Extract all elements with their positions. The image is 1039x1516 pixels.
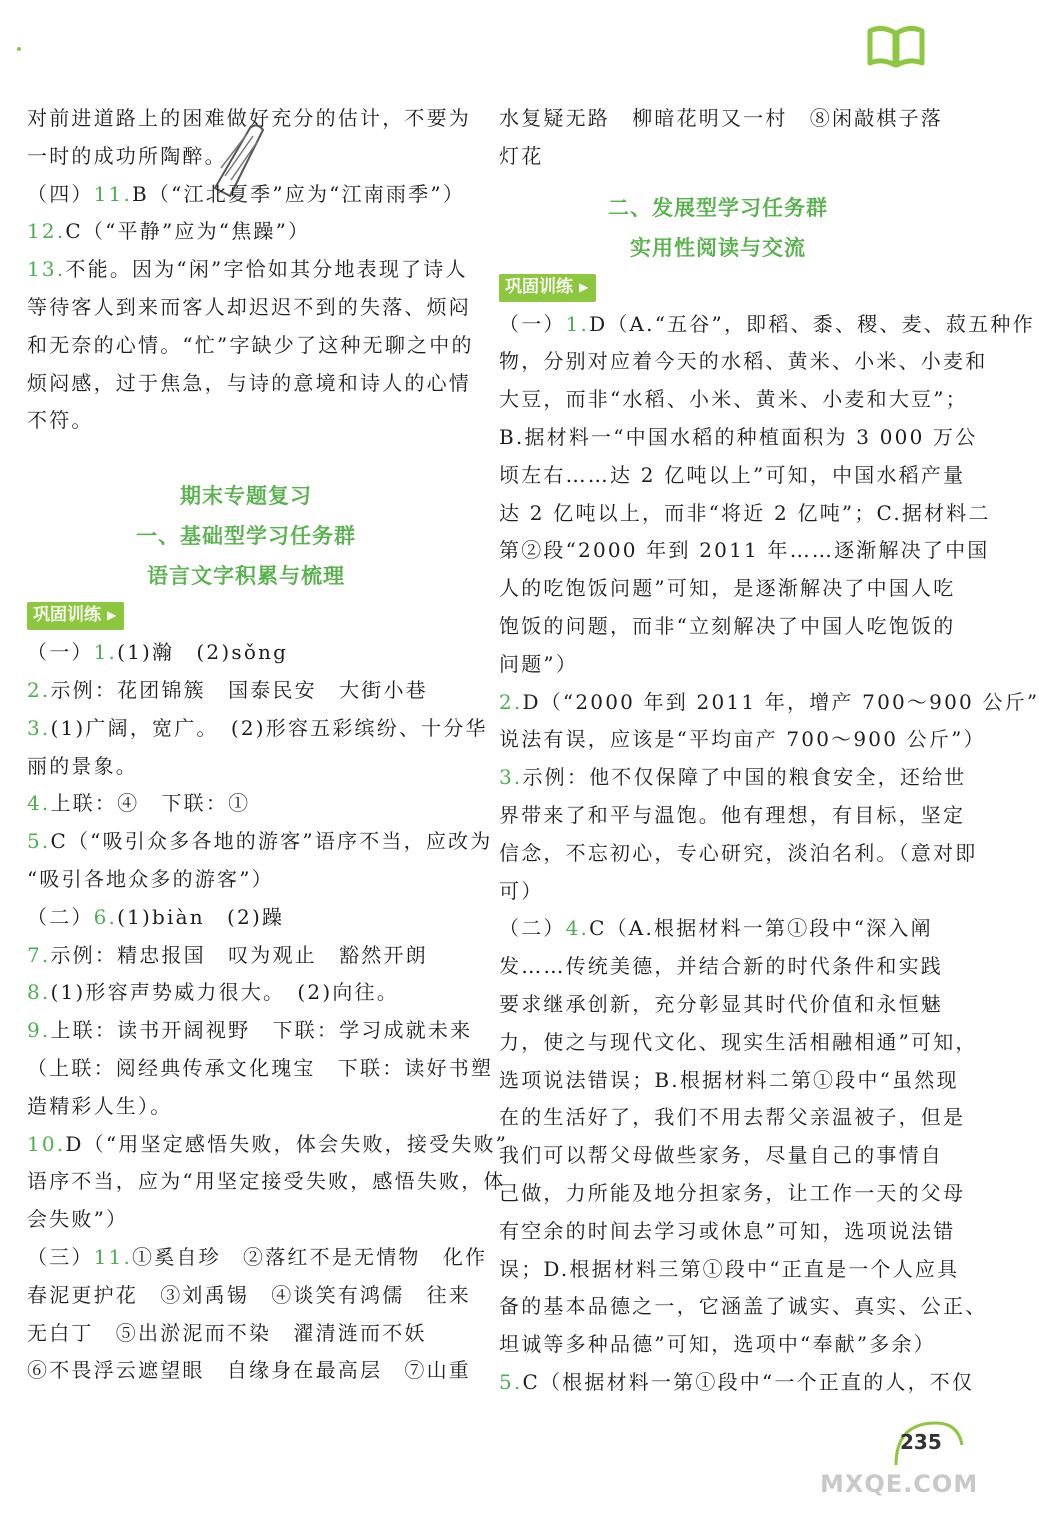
answer-line: 力，使之与现代文化、现实生活相融相通”可知，: [499, 1029, 978, 1054]
answer-line: 2.D（“2000 年到 2011 年，增产 700～900 公斤”: [499, 689, 1039, 714]
answer-line: 9.上联：读书开阔视野 下联：学习成就未来: [27, 1018, 473, 1043]
answer-line: 我们可以帮父母做些家务，尽量自己的事情自: [499, 1143, 943, 1168]
section-title: 期末专题复习: [180, 484, 312, 509]
section-title: 实用性阅读与交流: [630, 235, 806, 260]
answer-line: 3.(1)广阔，宽广。 (2)形容五彩缤纷、十分华: [27, 715, 488, 740]
answer-line: 3.示例：他不仅保障了中国的粮食安全，还给世: [499, 765, 967, 790]
answer-line: 要求继承创新，充分彰显其时代价值和永恒魅: [499, 991, 943, 1016]
play-arrow-icon: ▶: [579, 279, 589, 294]
answer-line: 选项说法错误；B.根据材料二第①段中“虽然现: [499, 1067, 959, 1092]
answer-line: （一）1.D（A.“五谷”，即稻、黍、稷、麦、菽五种作: [499, 311, 1035, 336]
answer-line: 7.示例：精忠报国 叹为观止 豁然开朗: [27, 942, 428, 967]
answer-line: 说法有误，应该是“平均亩产 700～900 公斤”）: [499, 727, 986, 752]
answer-line: “吸引各地众多的游客”）: [27, 866, 274, 891]
watermark: MXQE.COM: [820, 1470, 979, 1498]
right-column: [499, 100, 1039, 1402]
answer-line: ⑥不畏浮云遮望眼 自缘身在最高层 ⑦山重: [27, 1358, 471, 1383]
answer-line: 可）: [499, 878, 544, 903]
decor-dot: [17, 47, 21, 51]
answer-list: [27, 634, 509, 1390]
text-line: 和无奈的心情。“忙”字缺少了这种无聊之中的: [27, 332, 474, 357]
answer-line: 误；D.根据材料三第①段中“正直是一个人应具: [499, 1256, 960, 1281]
answer-line: 界带来了和平与温饱。他有理想，有目标，坚定: [499, 802, 966, 827]
answer-line: 有空余的时间去学习或休息”可知，选项说法错: [499, 1218, 956, 1243]
answer-line: 语序不当，应为“用坚定接受失败，感悟失败，体: [27, 1169, 506, 1194]
section-title: 一、基础型学习任务群: [136, 524, 356, 549]
answer-line: 物，分别对应着今天的水稻、黄米、小米、小麦和: [499, 349, 988, 374]
answer-line: 5.C（“吸引众多各地的游客”语序不当，应改为: [27, 829, 493, 854]
answer-list: [499, 306, 1039, 1402]
answer-line: 12.C（“平静”应为“焦躁”）: [27, 219, 311, 244]
text-line: 不符。: [27, 408, 94, 433]
answer-line: 大豆，而非“水稻、小米、黄米、小麦和大豆”；: [499, 387, 968, 412]
play-arrow-icon: ▶: [107, 608, 117, 623]
text-line: 烦闷感，过于焦急，与诗的意境和诗人的心情: [27, 370, 471, 395]
answer-line: 发……传统美德，并结合新的时代条件和实践: [499, 954, 943, 979]
answer-line: （一）1.(1)瀚 (2)sǒng: [27, 640, 289, 665]
answer-line: 达 2 亿吨以上，而非“将近 2 亿吨”；C.据材料二: [499, 500, 991, 525]
text-line: 灯花: [499, 143, 544, 168]
answer-line: 春泥更护花 ③刘禹锡 ④谈笑有鸿儒 往来: [27, 1282, 471, 1307]
answer-line: 10.D（“用坚定感悟失败，体会失败，接受失败”: [27, 1131, 509, 1156]
answer-line: 第②段“2000 年到 2011 年……逐渐解决了中国: [499, 538, 990, 563]
section-title: 语言文字积累与梳理: [147, 564, 345, 589]
text-line: 一时的成功所陶醉。: [27, 143, 227, 168]
answer-line: 8.(1)形容声势威力很大。 (2)向往。: [27, 980, 399, 1005]
answer-line: （三）11.①奚自珍 ②落红不是无情物 化作: [27, 1244, 488, 1269]
open-book-icon: [866, 25, 926, 69]
answer-line: （上联：阅经典传承文化瑰宝 下联：读好书塑: [27, 1055, 494, 1080]
answer-line: （二）6.(1)biàn (2)躁: [27, 904, 285, 929]
text-line: 对前进道路上的困难做好充分的估计，不要为: [27, 106, 471, 130]
practice-badge: 巩固训练 ▶: [27, 602, 124, 630]
answer-line: 4.上联：④ 下联：①: [27, 791, 251, 816]
text-line: 等待客人到来而客人却迟迟不到的失落、烦闷: [27, 294, 471, 319]
answer-line: 备的基本品德之一，它涵盖了诚实、真实、公正、: [499, 1294, 988, 1319]
answer-line: 坦诚等多种品德”可知，选项中“奉献”多余）: [499, 1332, 936, 1357]
answer-line: 无白丁 ⑤出淤泥而不染 濯清涟而不妖: [27, 1320, 427, 1345]
answer-line: 丽的景象。: [27, 753, 138, 778]
answer-line: 5.C（根据材料一第①段中“一个正直的人，不仅: [499, 1369, 975, 1394]
answer-line: 在的生活好了，我们不用去帮父亲温被子，但是: [499, 1105, 966, 1130]
answer-line: 信念，不忘初心，专心研究，淡泊名利。（意对即: [499, 840, 978, 865]
answer-line: 13.不能。因为“闲”字恰如其分地表现了诗人: [27, 257, 468, 282]
answer-line: 2.示例：花团锦簇 国泰民安 大街小巷: [27, 677, 428, 702]
answer-line: （二）4.C（A.根据材料一第①段中“深入阐: [499, 916, 933, 941]
answer-line: 人的吃饱饭问题”可知，是逐渐解决了中国人吃: [499, 576, 956, 601]
left-column: [27, 100, 509, 1390]
section-title: 二、发展型学习任务群: [608, 195, 828, 220]
answer-line: （四）11.B（“江北夏季”应为“江南雨季”）: [27, 181, 466, 206]
answer-line: 问题”）: [499, 651, 579, 676]
practice-badge: 巩固训练 ▶: [499, 274, 596, 302]
page-number: 235: [900, 1430, 942, 1454]
text-line: 水复疑无路 柳暗花明又一村 ⑧闲敲棋子落: [499, 106, 943, 130]
answer-line: 顷左右……达 2 亿吨以上”可知，中国水稻产量: [499, 462, 966, 487]
answer-line: B.据材料一“中国水稻的种植面积为 3 000 万公: [499, 424, 978, 449]
answer-line: 己做，力所能及地分担家务，让工作一天的父母: [499, 1180, 966, 1205]
answer-line: 会失败”）: [27, 1207, 129, 1232]
answer-line: 造精彩人生）。: [27, 1093, 173, 1118]
answer-line: 饱饭的问题，而非“立刻解决了中国人吃饱饭的: [499, 613, 956, 638]
